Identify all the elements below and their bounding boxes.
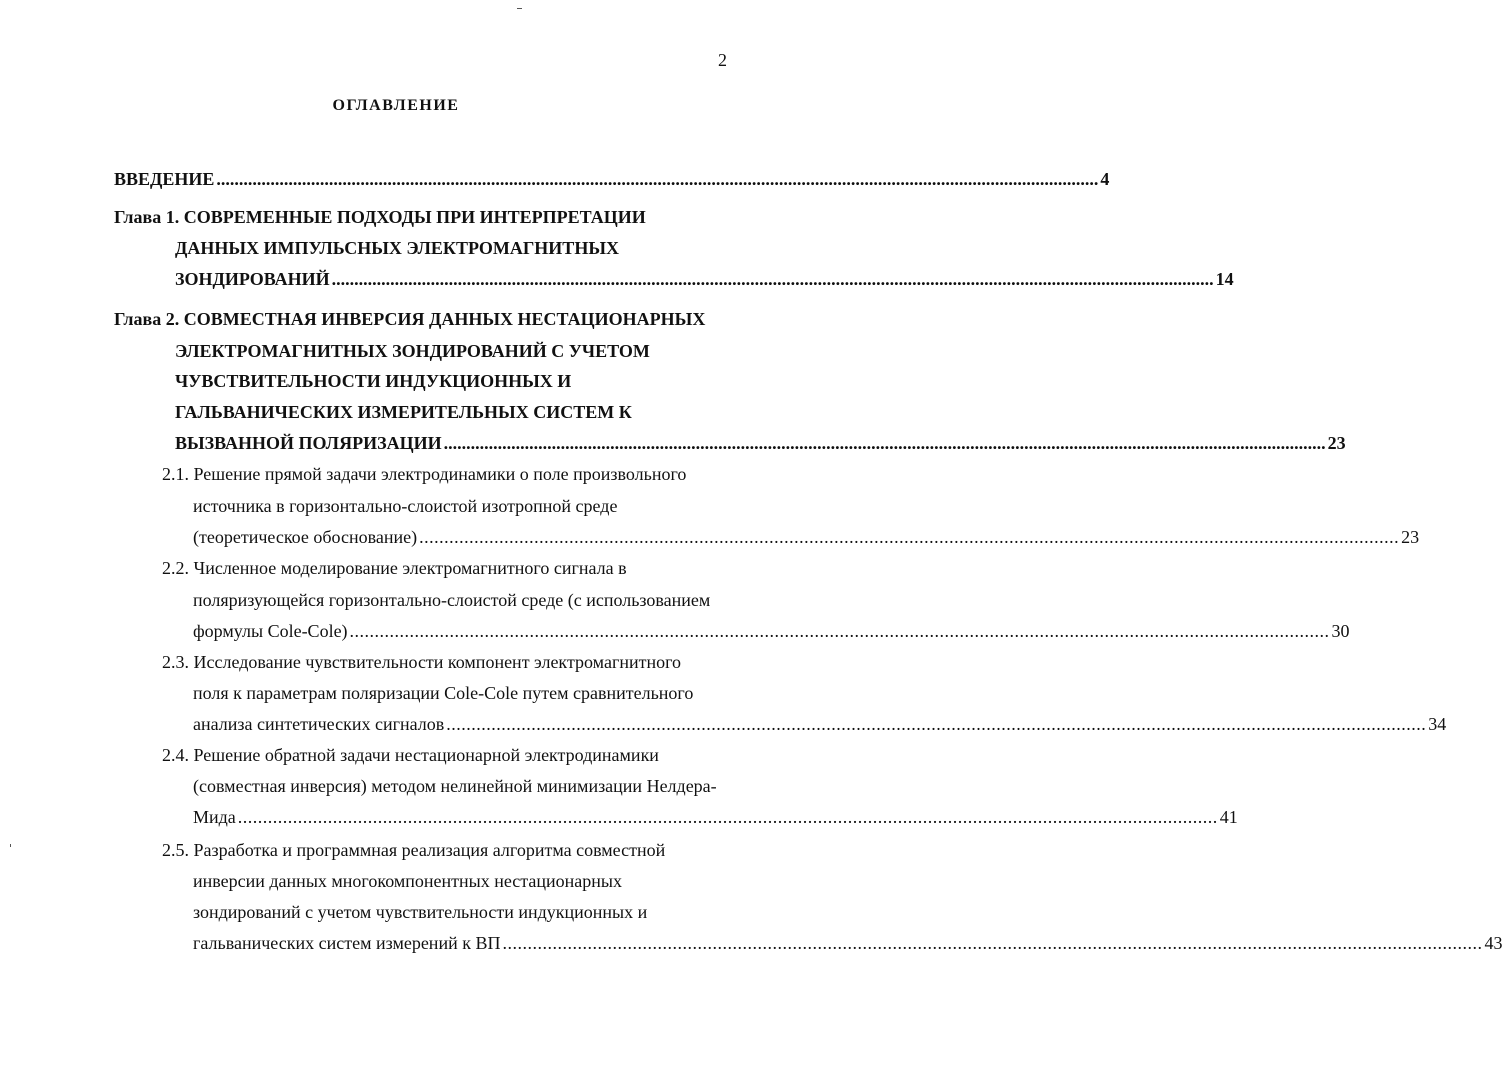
toc-entry-text: 2.2. Численное моделирование электромагнитного сигнала в <box>162 558 627 578</box>
dot-leader: .................................................................................................................................................................................................... <box>216 169 1099 189</box>
dot-leader: .................................................................................................................................................................................................... <box>443 433 1326 453</box>
toc-entry-text: формулы Cole-Cole) <box>193 621 348 641</box>
toc-entry-text: инверсии данных многокомпонентных нестационарных <box>193 871 622 891</box>
toc-line-leader <box>175 432 1346 454</box>
toc-entry-text: Мида <box>193 807 236 827</box>
toc-line-leader <box>114 168 1110 190</box>
dot-leader: .................................................................................................................................................................................................... <box>502 933 1483 953</box>
toc-entry-text: 2.4. Решение обратной задачи нестационарной электродинамики <box>162 745 659 765</box>
toc-line-leader <box>193 526 1420 548</box>
toc-entry-text: 2.1. Решение прямой задачи электродинамики о поле произвольного <box>162 464 687 484</box>
toc-entry-text: ЗОНДИРОВАНИЙ <box>175 269 330 289</box>
scan-mark-top <box>517 8 522 9</box>
page-number: 2 <box>718 50 727 70</box>
toc-title: ОГЛАВЛЕНИЕ <box>332 97 460 114</box>
toc-page-number: 41 <box>1219 807 1238 827</box>
toc-entry-text: поляризующейся горизонтально-слоистой среде (с использованием <box>193 590 711 610</box>
toc-entry-text: зондирований с учетом чувствительности индукционных и <box>193 902 648 922</box>
dot-leader: .................................................................................................................................................................................................... <box>331 269 1214 289</box>
toc-line-leader <box>193 932 1502 954</box>
toc-page-number: 4 <box>1100 169 1110 189</box>
toc-entry-text: ДАННЫХ ИМПУЛЬСНЫХ ЭЛЕКТРОМАГНИТНЫХ <box>175 238 619 258</box>
toc-line-leader <box>193 713 1447 735</box>
toc-entry-text: ГАЛЬВАНИЧЕСКИХ ИЗМЕРИТЕЛЬНЫХ СИСТЕМ К <box>175 402 632 422</box>
toc-entry-text: источника в горизонтально-слоистой изотропной среде <box>193 496 618 516</box>
toc-page-number: 34 <box>1428 714 1447 734</box>
toc-entry-text: Глава 1. СОВРЕМЕННЫЕ ПОДХОДЫ ПРИ ИНТЕРПРЕТАЦИИ <box>114 207 646 227</box>
toc-entry-text: ВЫЗВАННОЙ ПОЛЯРИЗАЦИИ <box>175 433 442 453</box>
scan-mark-left <box>10 844 11 847</box>
toc-line-leader <box>175 268 1234 290</box>
dot-leader: .................................................................................................................................................................................................... <box>349 621 1330 641</box>
toc-entry-text: ВВЕДЕНИЕ <box>114 169 215 189</box>
toc-entry-text: ЭЛЕКТРОМАГНИТНЫХ ЗОНДИРОВАНИЙ С УЧЕТОМ <box>175 341 650 361</box>
toc-page-number: 43 <box>1484 933 1502 953</box>
toc-entry-text: 2.5. Разработка и программная реализация алгоритма совместной <box>162 840 666 860</box>
toc-entry-text: (теоретическое обоснование) <box>193 527 418 547</box>
toc-entry-text: 2.3. Исследование чувствительности компонент электромагнитного <box>162 652 682 672</box>
toc-entry-text: анализа синтетических сигналов <box>193 714 445 734</box>
toc-entry-text: Глава 2. СОВМЕСТНАЯ ИНВЕРСИЯ ДАННЫХ НЕСТАЦИОНАРНЫХ <box>114 309 706 329</box>
toc-entry-text: поля к параметрам поляризации Cole-Cole путем сравнительного <box>193 683 694 703</box>
toc-page-number: 14 <box>1215 269 1234 289</box>
toc-line-leader <box>193 620 1350 642</box>
toc-line-leader <box>193 806 1238 828</box>
dot-leader: .................................................................................................................................................................................................... <box>446 714 1427 734</box>
toc-page-number: 23 <box>1401 527 1420 547</box>
toc-entry-text: (совместная инверсия) методом нелинейной минимизации Нелдера- <box>193 776 717 796</box>
toc-entry-text: гальванических систем измерений к ВП <box>193 933 501 953</box>
toc-entry-text: ЧУВСТВИТЕЛЬНОСТИ ИНДУКЦИОННЫХ И <box>175 371 572 391</box>
dot-leader: .................................................................................................................................................................................................... <box>237 807 1218 827</box>
dot-leader: .................................................................................................................................................................................................... <box>419 527 1400 547</box>
toc-page-number: 30 <box>1331 621 1350 641</box>
toc-page-number: 23 <box>1327 433 1346 453</box>
